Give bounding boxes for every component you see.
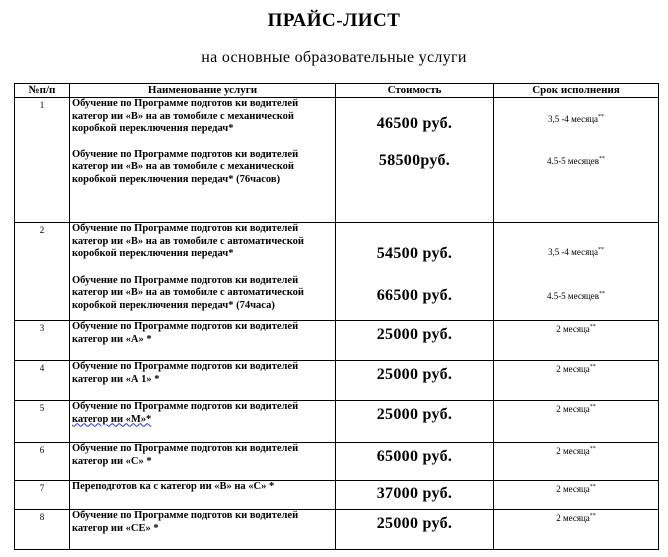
price-cell: [336, 361, 494, 401]
service-name-cell: [70, 401, 336, 443]
price-cell: [336, 443, 494, 481]
row-number: 1: [15, 98, 70, 223]
table-row: [15, 401, 659, 443]
price-table: [14, 83, 659, 550]
service-name-cell: [70, 481, 336, 510]
price-value: 37000 руб.: [376, 485, 453, 502]
service-name: Обучение по Программе подготов ки водителей категор ии «В» на ав томобиле с механической коробкой переключения передач*: [72, 98, 299, 135]
service-name: Обучение по Программе подготов ки водителей категор ии «В» на ав томобиле с автоматической коробкой переключения передач* (74часа): [72, 274, 304, 311]
term-cell: [494, 98, 659, 223]
table-row: [15, 361, 659, 401]
row-number: 4: [15, 361, 70, 401]
service-name: Обучение по Программе подготов ки водителей категор ии «В» на ав томобиле с механической коробкой переключения передач* (76часов): [72, 148, 299, 185]
term-cell: [494, 481, 659, 510]
term-value: 2 месяца**: [556, 324, 596, 334]
term-cell: [494, 443, 659, 481]
term-value: 4.5-5 месяцев**: [546, 156, 606, 166]
service-name-cell: [70, 98, 336, 223]
term-value: 2 месяца**: [556, 364, 596, 374]
table-header-row: [15, 84, 659, 98]
service-name-cell: [70, 361, 336, 401]
term-value: 2 месяца**: [556, 513, 596, 523]
term-value: 2 месяца**: [556, 404, 596, 414]
service-name-cell: [70, 510, 336, 550]
service-name: Обучение по Программе подготов ки водителей категор ии «А» *: [72, 321, 299, 345]
row-number: 2: [15, 223, 70, 321]
header-name: Наименование услуги: [70, 84, 336, 98]
price-value: 25000 руб.: [376, 406, 453, 423]
term-cell: [494, 401, 659, 443]
table-row: [15, 510, 659, 550]
term-value: 2 месяца**: [556, 446, 596, 456]
service-name-cell: [70, 321, 336, 361]
service-name: Обучение по Программе подготов ки водителей категор ии «В» на ав томобиле с автоматической коробкой переключения передач*: [72, 223, 304, 260]
service-name-cell: [70, 223, 336, 321]
row-number: 8: [15, 510, 70, 550]
service-name: Обучение по Программе подготов ки водителей категор ии «А 1» *: [72, 361, 299, 385]
price-cell: [336, 401, 494, 443]
term-cell: [494, 223, 659, 321]
price-value: 25000 руб.: [376, 326, 453, 343]
price-cell: [336, 321, 494, 361]
price-cell: [336, 481, 494, 510]
table-row: [15, 321, 659, 361]
term-value: 4.5-5 месяцев**: [546, 291, 606, 301]
price-cell: [336, 223, 494, 321]
price-value: 54500 руб.: [376, 245, 453, 262]
row-number: 7: [15, 481, 70, 510]
term-value: 2 месяца**: [556, 484, 596, 494]
header-num: №п/п: [15, 84, 70, 98]
row-number: 3: [15, 321, 70, 361]
term-cell: [494, 510, 659, 550]
table-row: [15, 481, 659, 510]
row-number: 6: [15, 443, 70, 481]
service-name: Обучение по Программе подготов ки водителей категор ии «М»*: [72, 401, 299, 425]
page-title: ПРАЙС-ЛИСТ: [267, 10, 401, 31]
price-cell: [336, 98, 494, 223]
price-value: 46500 руб.: [376, 115, 453, 132]
table-row: [15, 98, 659, 223]
service-name: Обучение по Программе подготов ки водителей категор ии «СЕ» *: [72, 510, 299, 534]
table-row: [15, 443, 659, 481]
header-term: Срок исполнения: [494, 84, 659, 98]
price-value: 65000 руб.: [376, 448, 453, 465]
page-subtitle: на основные образовательные услуги: [201, 49, 467, 66]
term-value: 3,5 -4 месяца**: [547, 114, 605, 124]
price-cell: [336, 510, 494, 550]
service-name: Обучение по Программе подготов ки водителей категор ии «С» *: [72, 443, 299, 467]
price-value: 58500руб.: [378, 152, 451, 169]
term-cell: [494, 321, 659, 361]
term-value: 3,5 -4 месяца**: [547, 247, 605, 257]
header-cost: Стоимость: [336, 84, 494, 98]
term-cell: [494, 361, 659, 401]
service-name: Переподготов ка с категор ии «В» на «С» *: [72, 481, 275, 492]
service-name-cell: [70, 443, 336, 481]
row-number: 5: [15, 401, 70, 443]
table-row: [15, 223, 659, 321]
price-value: 25000 руб.: [376, 366, 453, 383]
price-value: 25000 руб.: [376, 515, 453, 532]
price-value: 66500 руб.: [376, 287, 453, 304]
